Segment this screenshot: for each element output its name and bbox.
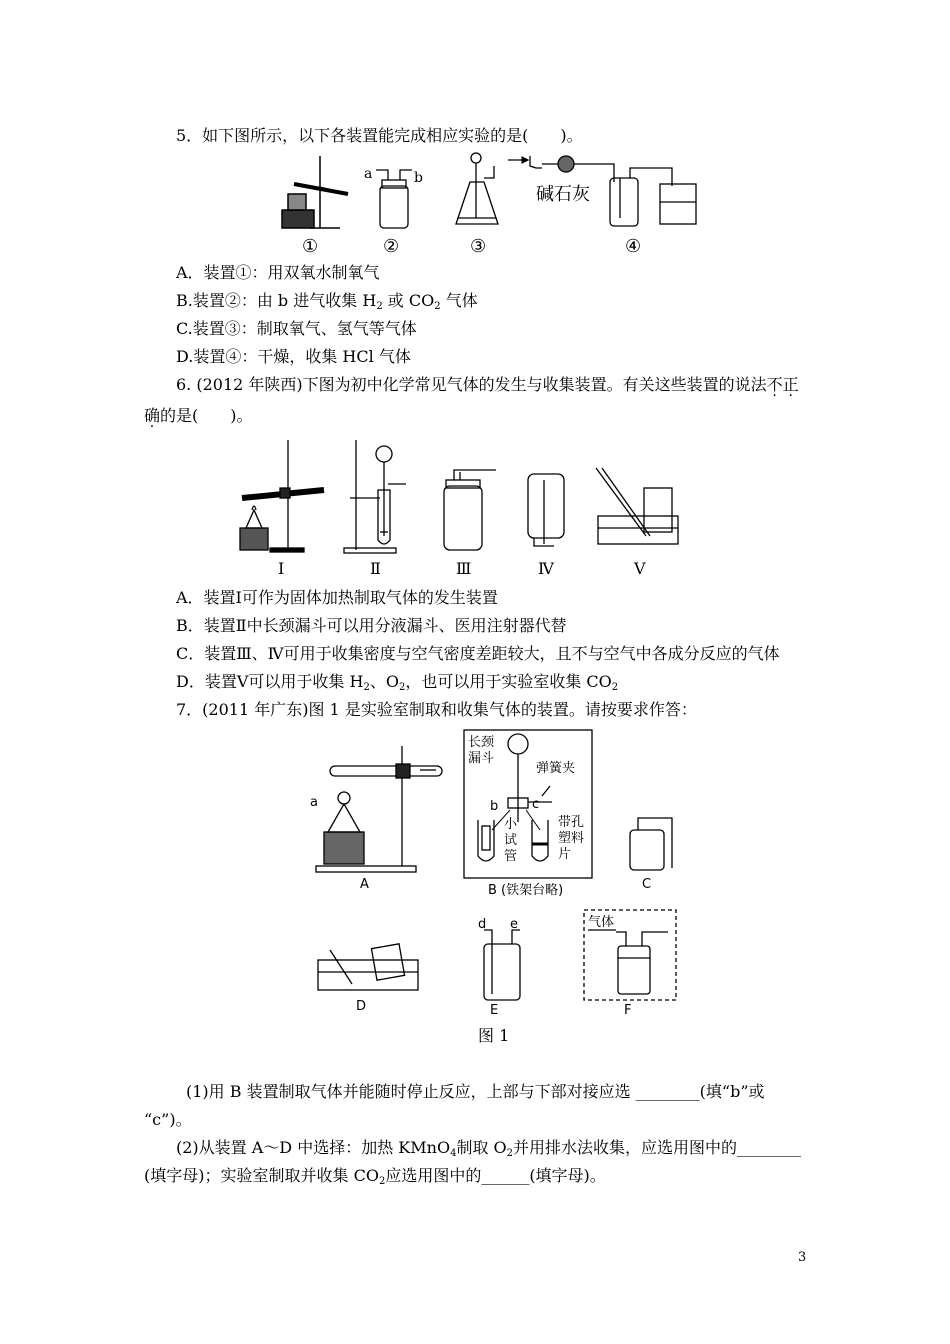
label-A: A [360,877,369,892]
apparatus-I-heating [240,440,324,552]
apparatus-F [588,930,668,994]
q5-option-d: D.装置④：干燥，收集 HCl 气体 [176,347,411,366]
apparatus-II-funnel-tube [344,440,406,553]
fig-label-II: Ⅱ [370,559,381,578]
label-e: e [510,917,518,932]
q5-option-a: A．装置①：用双氧水制氧气 [176,263,380,282]
apparatus-V-water-trough [596,468,678,544]
port-b: b [414,170,423,186]
fig-label-4: ④ [625,236,642,257]
label-plate-1: 带孔 [558,815,585,830]
label-funnel-1: 长颈 [468,735,495,750]
apparatus-2-gas-bottle [364,166,423,228]
label-F: F [624,1003,632,1018]
label-D: D [356,999,367,1014]
apparatus-D [318,944,418,990]
label-gas: 气体 [588,915,615,930]
fig-label-IV: Ⅳ [538,559,554,578]
q5-figure [280,152,710,262]
label-B: B (铁架台略) [488,883,564,898]
label-plate-3: 片 [558,847,572,862]
q5-option-b: B.装置②：由 b 进气收集 $H_2$ 或 $CO_2$ 气体 [176,291,478,312]
emphasis-char: 正 [782,375,799,394]
label-b: b [490,799,499,814]
apparatus-C [630,818,672,870]
q7-part1-line1: (1)用 B 装置制取气体并能随时停止反应，上部与下部对接应选 ________(填“b”或 [186,1082,765,1101]
q6-option-c: C．装置Ⅲ、Ⅳ可用于收集密度与空气密度差距较大，且不与空气中各成分反应的气体 [176,644,780,663]
q7-part1-line2: “c”)。 [144,1110,192,1129]
apparatus-1-heating [282,156,348,228]
label-tube-3: 管 [504,849,518,864]
emphasis-char: 确 [144,406,161,425]
label-a: a [310,795,318,810]
q6-option-b: B．装置Ⅱ中长颈漏斗可以用分液漏斗、医用注射器代替 [176,616,567,635]
apparatus-III-bottle [444,470,496,550]
label-tube-1: 小 [504,817,518,832]
q6-stem-line1: 6. (2012 年陕西)下图为初中化学常见气体的发生与收集装置。有关这些装置的说法不正 [176,375,799,394]
label-E: E [490,1003,499,1018]
apparatus-IV-inverted-bottle [528,474,564,546]
label-d: d [478,917,487,932]
q7-part2-line2: (填字母)；实验室制取并收集 $CO_2$应选用图中的______(填字母)。 [144,1166,606,1187]
fig-label-III: Ⅲ [456,559,472,578]
emphasis-char: 不 [766,375,783,394]
q7-figure-1 [300,726,690,1056]
fig-label-V: Ⅴ [634,559,646,578]
label-c: c [532,797,540,812]
q6-option-a: A．装置Ⅰ可作为固体加热制取气体的发生装置 [176,588,498,607]
q6-figure [232,436,692,581]
q7-part2-line1: (2)从装置 A～D 中选择：加热 KMnO$_4$制取 $O_2$并用排水法收集，应选用图中的________ [176,1138,802,1159]
apparatus-A [316,746,442,872]
figure-caption: 图 1 [478,1026,510,1045]
fig-label-3: ③ [470,236,487,257]
fig-label-2: ② [383,236,400,257]
page-number: 3 [798,1250,807,1265]
q6-option-d: D．装置Ⅴ可以用于收集 $H_2$、$O_2$，也可以用于实验室收集 $CO_2$ [176,672,619,693]
port-a: a [364,166,373,182]
apparatus-E [484,930,520,1000]
fig-label-1: ① [302,236,319,257]
q5-option-c: C.装置③：制取氧气、氢气等气体 [176,319,417,338]
label-tube-2: 试 [504,833,518,848]
label-plate-2: 塑料 [558,831,585,846]
q5-stem: 5．如下图所示，以下各装置能完成相应实验的是( )。 [176,126,583,145]
label-funnel-2: 漏斗 [468,751,495,766]
q7-stem: 7．(2011 年广东)图 1 是实验室制取和收集气体的装置。请按要求作答： [176,700,697,719]
label-C: C [642,877,652,892]
q6-stem-line2: 确的是( )。 [144,406,253,425]
label-clamp: 弹簧夹 [536,761,576,776]
apparatus-3-conical-flask [456,153,498,224]
fig-label-I: Ⅰ [278,559,285,578]
soda-lime-label: 碱石灰 [536,184,590,205]
